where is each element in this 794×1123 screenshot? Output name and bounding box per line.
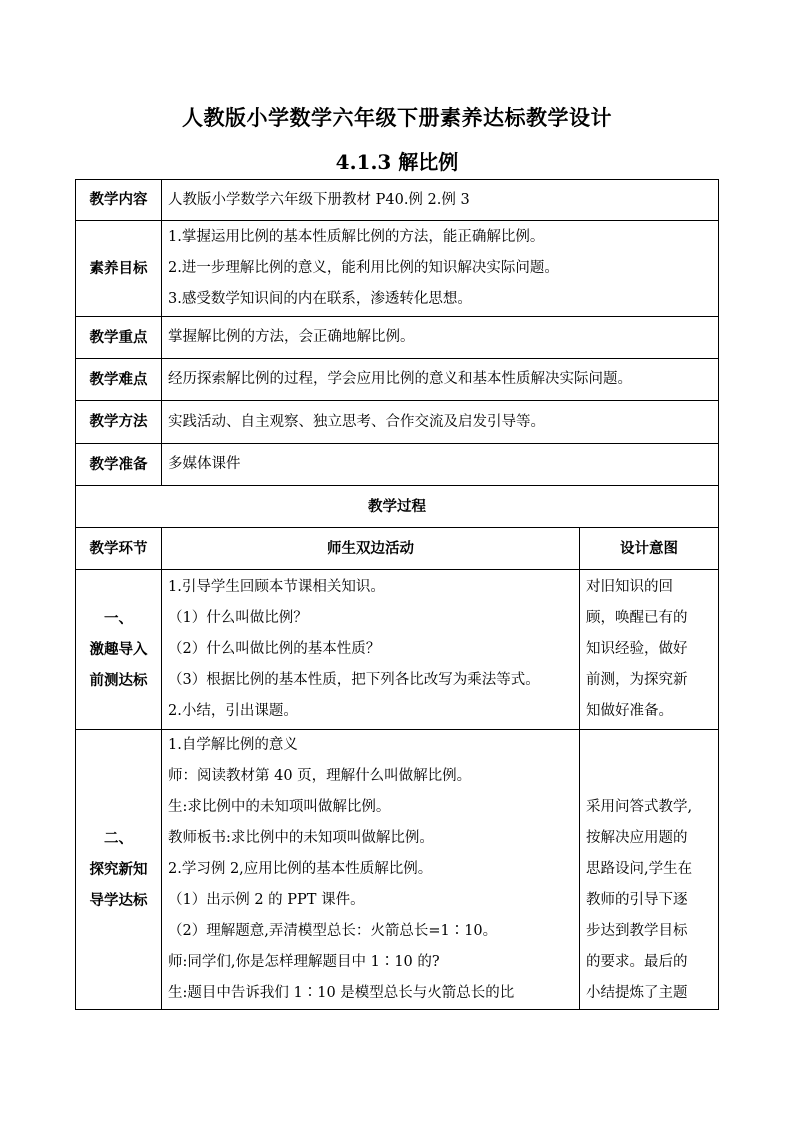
lesson-subtitle: 4.1.3 解比例: [335, 150, 459, 174]
stage-label: 一、 激趣导入 前测达标: [76, 570, 162, 730]
stage-row-2: [76, 730, 719, 1010]
column-header-row: [76, 528, 719, 570]
row-value: 经历探索解比例的过程，学会应用比例的意义和基本性质解决实际问题。: [162, 359, 719, 401]
row-value: 掌握解比例的方法，会正确地解比例。: [162, 317, 719, 359]
info-row-preparation: [76, 444, 719, 486]
row-label: 教学内容: [76, 180, 162, 221]
row-label: 教学难点: [76, 359, 162, 401]
stage-intent: 对旧知识的回 顾，唤醒已有的 知识经验，做好 前测，为探究新 知做好准备。: [580, 570, 719, 730]
column-header-stage: 教学环节: [76, 528, 162, 570]
row-value: 多媒体课件: [162, 444, 719, 486]
row-label: 教学方法: [76, 401, 162, 444]
info-row-content: [76, 180, 719, 221]
process-header: 教学过程: [76, 486, 719, 528]
row-label: 教学准备: [76, 444, 162, 486]
row-label: 教学重点: [76, 317, 162, 359]
stage-label: 二、 探究新知 导学达标: [76, 730, 162, 1010]
process-header-row: [76, 486, 719, 528]
row-value: 1.掌握运用比例的基本性质解比例的方法，能正确解比例。 2.进一步理解比例的意义，能利用比例的知识解决实际问题。 3.感受数学知识间的内在联系，渗透转化思想。: [162, 221, 719, 317]
stage-activity: 1.自学解比例的意义 师：阅读教材第 40 页，理解什么叫做解比例。 生:求比例中的未知项叫做解比例。 教师板书:求比例中的未知项叫做解比例。 2.学习例 2,应用比例的基本性质解比例。 （1）出示例 2 的 PPT 课件。 （2）理解题意,弄清模型总长：火箭总长=1∶10。 师:同学们,你是怎样理解题目中 1∶10 的? 生:题目中告诉我们 1∶10 是模型总长与火箭总长的比: [162, 730, 580, 1010]
row-value: 实践活动、自主观察、独立思考、合作交流及启发引导等。: [162, 401, 719, 444]
info-row-goals: [76, 221, 719, 317]
column-header-intent: 设计意图: [580, 528, 719, 570]
document-title: 人教版小学数学六年级下册素养达标教学设计: [182, 105, 612, 130]
stage-intent: 采用问答式教学, 按解决应用题的 思路设问,学生在 教师的引导下逐 步达到教学目标 的要求。最后的 小结提炼了主题: [580, 730, 719, 1010]
row-label: 素养目标: [76, 221, 162, 317]
stage-row-1: [76, 570, 719, 730]
info-row-difficulties: [76, 359, 719, 401]
info-row-key-points: [76, 317, 719, 359]
lesson-plan-table: [75, 179, 719, 1010]
column-header-activity: 师生双边活动: [162, 528, 580, 570]
info-row-methods: [76, 401, 719, 444]
stage-activity: 1.引导学生回顾本节课相关知识。 （1）什么叫做比例？ （2）什么叫做比例的基本性质？ （3）根据比例的基本性质，把下列各比改写为乘法等式。 2.小结，引出课题。: [162, 570, 580, 730]
row-value: 人教版小学数学六年级下册教材 P40.例 2.例 3: [162, 180, 719, 221]
